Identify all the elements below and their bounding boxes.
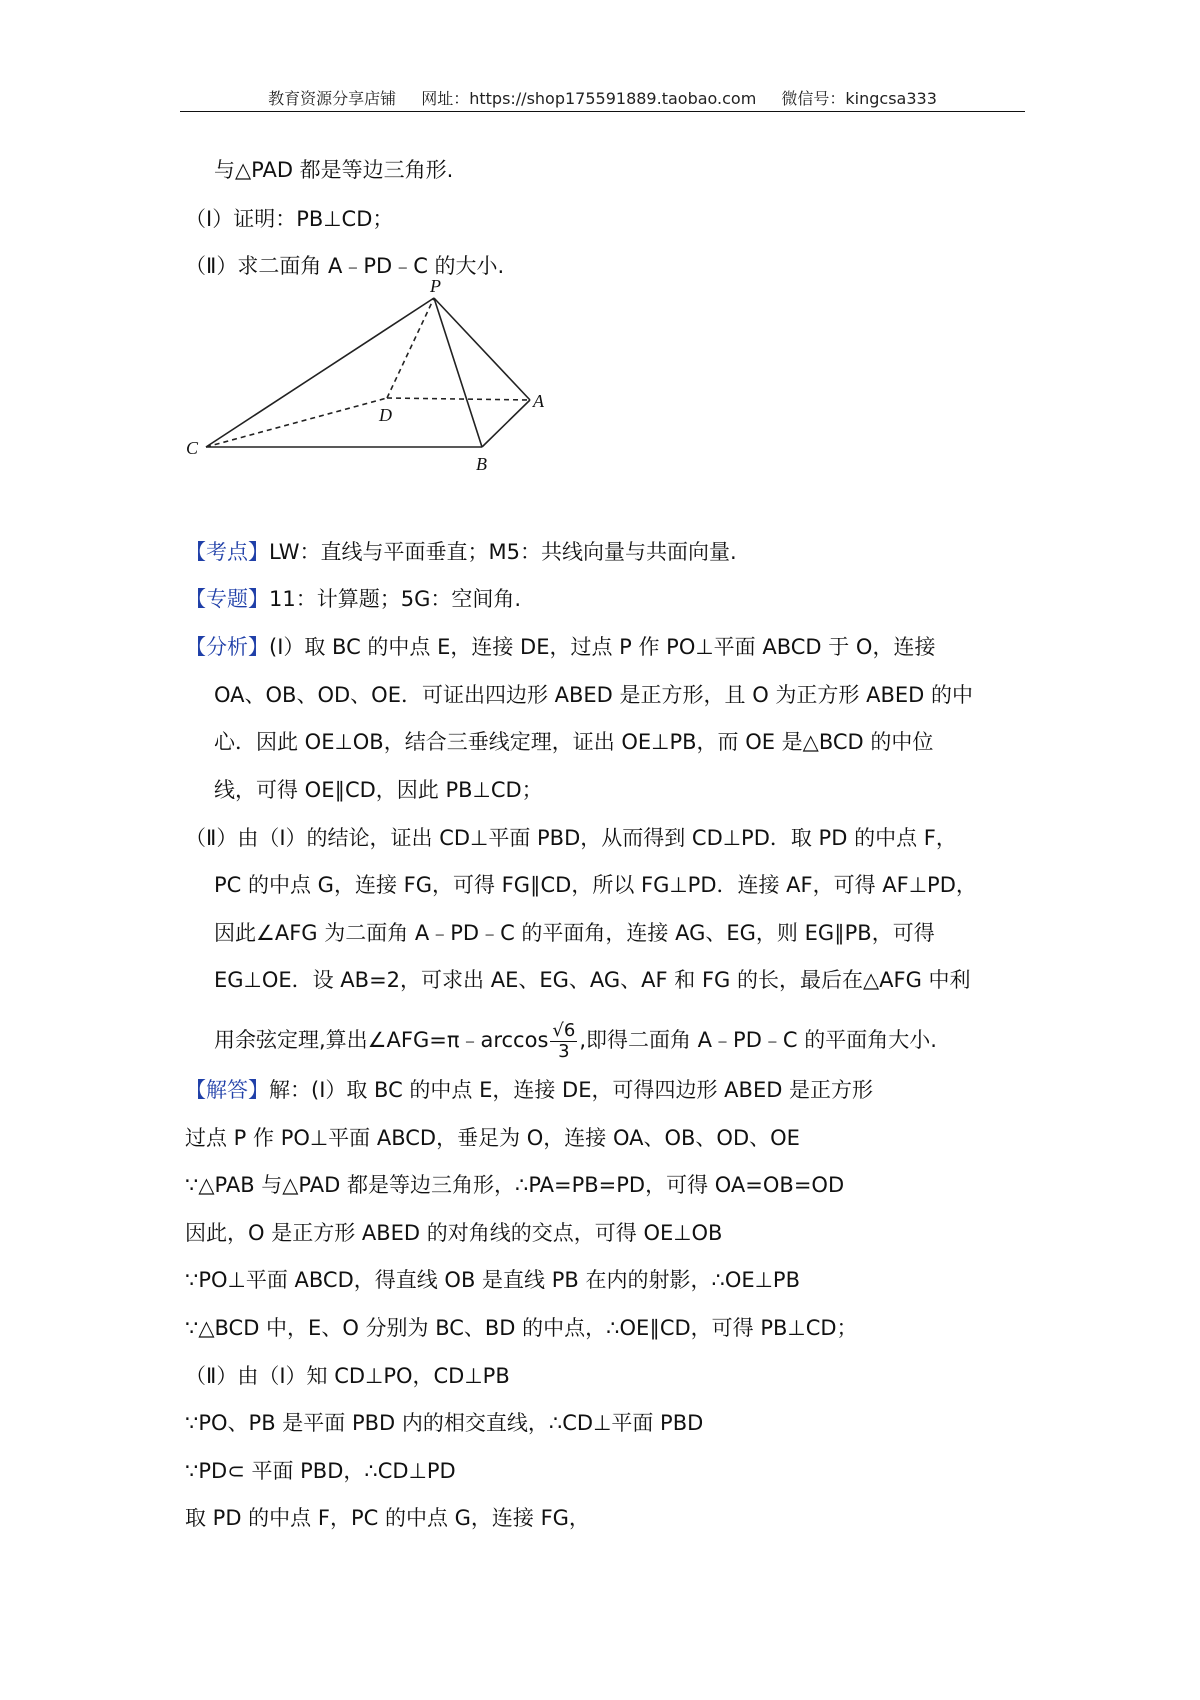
jieda-line-4: 因此，O 是正方形 ABED 的对角线的交点，可得 OE⊥OB — [185, 1221, 723, 1245]
edge-AB — [482, 400, 530, 447]
jieda-line-3: ∵△PAB 与△PAD 都是等边三角形，∴PA=PB=PD，可得 OA=OB=OD — [185, 1173, 845, 1197]
edge-CD — [206, 398, 387, 447]
problem-part1: （Ⅰ）证明：PB⊥CD； — [185, 207, 394, 231]
jieda-tag: 【解答】 — [185, 1078, 269, 1102]
edge-PA — [434, 298, 530, 400]
label-D: D — [379, 405, 392, 425]
problem-line: 与△PAD 都是等边三角形. — [214, 158, 454, 182]
zhuanti-line — [185, 584, 521, 614]
fenxi-line-5: （Ⅱ）由（Ⅰ）的结论，证出 CD⊥平面 PBD，从而得到 CD⊥PD．取 PD 的中点 F， — [185, 826, 957, 850]
jieda-line-9: ∵PD⊂ 平面 PBD，∴CD⊥PD — [185, 1459, 456, 1483]
jieda-line-1 — [185, 1075, 873, 1105]
jieda-line-8: ∵PO、PB 是平面 PBD 内的相交直线，∴CD⊥平面 PBD — [185, 1411, 704, 1435]
pyramid-figure — [180, 276, 550, 480]
kaodian-text: LW：直线与平面垂直；M5：共线向量与共面向量. — [269, 540, 737, 564]
fenxi-line-7: 因此∠AFG 为二面角 A﹣PD﹣C 的平面角，连接 AG、EG，则 EG∥PB，可得 — [214, 921, 935, 945]
page-header — [180, 86, 1025, 109]
fenxi-line-8: EG⊥OE．设 AB=2，可求出 AE、EG、AG、AF 和 FG 的长，最后在△AFG 中利 — [214, 968, 971, 992]
fenxi-line-9 — [214, 1018, 937, 1062]
fenxi-text-9b: ,即得二面角 A﹣PD﹣C 的平面角大小. — [579, 1028, 937, 1052]
fenxi-line-1 — [185, 632, 935, 662]
label-C: C — [186, 438, 199, 458]
header-wechat: 微信号：kingcsa333 — [781, 89, 937, 108]
fenxi-line-3: 心．因此 OE⊥OB，结合三垂线定理，证出 OE⊥PB，而 OE 是△BCD 的中位 — [214, 730, 934, 754]
jieda-line-5: ∵PO⊥平面 ABCD，得直线 OB 是直线 PB 在内的射影，∴OE⊥PB — [185, 1268, 800, 1292]
jieda-text-1: 解：(Ⅰ）取 BC 的中点 E，连接 DE，可得四边形 ABED 是正方形 — [269, 1078, 874, 1102]
problem-part2: （Ⅱ）求二面角 A﹣PD﹣C 的大小. — [185, 254, 505, 278]
edge-PB — [434, 298, 482, 447]
fraction-numerator: √6 — [552, 1019, 576, 1041]
jieda-line-7: （Ⅱ）由（Ⅰ）知 CD⊥PO，CD⊥PB — [185, 1364, 510, 1388]
jieda-line-2: 过点 P 作 PO⊥平面 ABCD，垂足为 O，连接 OA、OB、OD、OE — [185, 1126, 800, 1150]
header-shop: 教育资源分享店铺 — [268, 89, 397, 108]
fenxi-text-1: (Ⅰ）取 BC 的中点 E，连接 DE，过点 P 作 PO⊥平面 ABCD 于 O，连接 — [269, 635, 936, 659]
fenxi-line-6: PC 的中点 G，连接 FG，可得 FG∥CD，所以 FG⊥PD．连接 AF，可得 AF⊥PD， — [214, 873, 977, 897]
fenxi-line-2: OA、OB、OD、OE．可证出四边形 ABED 是正方形，且 O 为正方形 ABED 的中 — [214, 683, 973, 707]
kaodian-line — [185, 537, 737, 567]
edge-DA — [387, 398, 530, 400]
zhuanti-text: 11：计算题；5G：空间角. — [269, 587, 522, 611]
jieda-line-6: ∵△BCD 中，E、O 分别为 BC、BD 的中点，∴OE∥CD，可得 PB⊥CD； — [185, 1316, 858, 1340]
jieda-line-10: 取 PD 的中点 F，PC 的中点 G，连接 FG， — [185, 1506, 590, 1530]
fenxi-tag: 【分析】 — [185, 635, 269, 659]
zhuanti-tag: 【专题】 — [185, 587, 269, 611]
label-B: B — [476, 454, 487, 474]
label-A: A — [533, 391, 544, 411]
fenxi-text-9a: 用余弦定理,算出∠AFG=π﹣arccos — [214, 1028, 549, 1052]
label-P: P — [430, 276, 441, 296]
fenxi-line-4: 线，可得 OE∥CD，因此 PB⊥CD； — [214, 778, 543, 802]
fraction-sqrt6-over-3 — [550, 1021, 577, 1062]
header-site: 网址：https://shop175591889.taobao.com — [421, 89, 757, 108]
header-rule — [180, 111, 1025, 112]
kaodian-tag: 【考点】 — [185, 540, 269, 564]
fraction-denominator: 3 — [558, 1040, 570, 1062]
